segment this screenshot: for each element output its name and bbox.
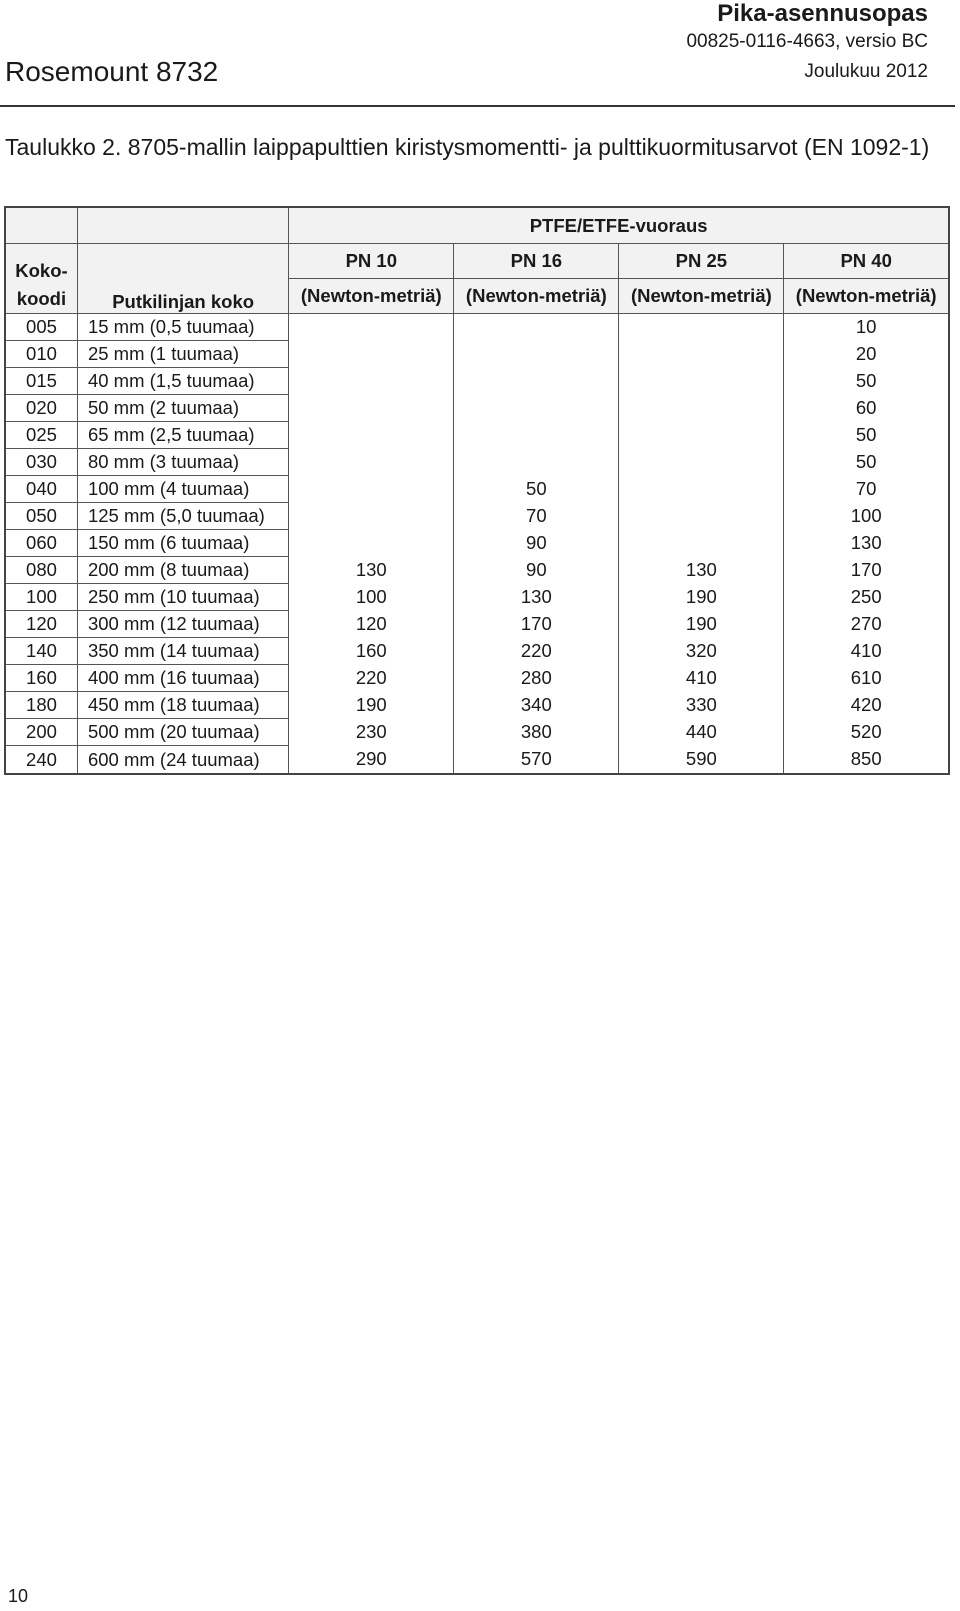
size-code-cell: 040 <box>5 476 77 503</box>
size-code-cell: 160 <box>5 665 77 692</box>
size-code-header-label: Koko-koodi <box>15 260 68 309</box>
pn10-torque-cell <box>289 449 454 476</box>
pn40-torque-cell: 250 <box>784 584 949 611</box>
pn16-unit: (Newton-metriä) <box>454 279 619 314</box>
line-size-cell: 350 mm (14 tuumaa) <box>77 638 288 665</box>
line-size-cell: 65 mm (2,5 tuumaa) <box>77 422 288 449</box>
pn10-torque-cell <box>289 476 454 503</box>
line-size-cell: 400 mm (16 tuumaa) <box>77 665 288 692</box>
pn40-unit: (Newton-metriä) <box>784 279 949 314</box>
pn40-torque-cell: 270 <box>784 611 949 638</box>
size-code-cell: 240 <box>5 746 77 775</box>
pn25-torque-cell: 190 <box>619 584 784 611</box>
document-date: Joulukuu 2012 <box>804 61 928 82</box>
pn16-torque-cell: 280 <box>454 665 619 692</box>
pn40-torque-cell: 410 <box>784 638 949 665</box>
page-number: 10 <box>8 1586 29 1606</box>
pn16-torque-cell: 90 <box>454 530 619 557</box>
header-divider <box>0 105 955 107</box>
pn25-torque-cell <box>619 449 784 476</box>
pn10-torque-cell <box>289 530 454 557</box>
pn10-torque-cell <box>289 503 454 530</box>
line-size-cell: 500 mm (20 tuumaa) <box>77 719 288 746</box>
pn25-torque-cell <box>619 503 784 530</box>
size-code-cell: 030 <box>5 449 77 476</box>
size-code-cell: 015 <box>5 368 77 395</box>
size-code-cell: 140 <box>5 638 77 665</box>
line-size-cell: 40 mm (1,5 tuumaa) <box>77 368 288 395</box>
pn25-torque-cell: 330 <box>619 692 784 719</box>
pn10-header: PN 10 <box>289 244 454 279</box>
line-size-cell: 15 mm (0,5 tuumaa) <box>77 314 288 341</box>
pn40-torque-cell: 100 <box>784 503 949 530</box>
pn40-torque-cell: 170 <box>784 557 949 584</box>
pn16-torque-cell <box>454 422 619 449</box>
size-code-cell: 020 <box>5 395 77 422</box>
table-row <box>5 314 949 341</box>
pn16-header: PN 16 <box>454 244 619 279</box>
pn10-torque-cell: 100 <box>289 584 454 611</box>
table-row <box>5 584 949 611</box>
pn25-torque-cell <box>619 395 784 422</box>
pn16-torque-cell: 380 <box>454 719 619 746</box>
pn25-header: PN 25 <box>619 244 784 279</box>
pn40-torque-cell: 50 <box>784 422 949 449</box>
pn16-torque-cell <box>454 395 619 422</box>
table-row <box>5 611 949 638</box>
pn10-torque-cell <box>289 341 454 368</box>
table-row <box>5 341 949 368</box>
table-row <box>5 422 949 449</box>
pn40-torque-cell: 610 <box>784 665 949 692</box>
pn10-torque-cell: 160 <box>289 638 454 665</box>
table-row <box>5 395 949 422</box>
product-name: Rosemount 8732 <box>5 56 219 87</box>
pn10-torque-cell: 290 <box>289 746 454 775</box>
line-size-cell: 25 mm (1 tuumaa) <box>77 341 288 368</box>
line-size-cell: 200 mm (8 tuumaa) <box>77 557 288 584</box>
pn40-torque-cell: 50 <box>784 449 949 476</box>
pn10-torque-cell: 220 <box>289 665 454 692</box>
table-row <box>5 692 949 719</box>
pn40-torque-cell: 50 <box>784 368 949 395</box>
pn25-torque-cell: 130 <box>619 557 784 584</box>
pn10-torque-cell <box>289 422 454 449</box>
line-size-cell: 250 mm (10 tuumaa) <box>77 584 288 611</box>
table-row <box>5 368 949 395</box>
size-code-cell: 025 <box>5 422 77 449</box>
document-title: Pika-asennusopas <box>717 0 928 27</box>
pn40-torque-cell: 850 <box>784 746 949 775</box>
table-row <box>5 746 949 775</box>
size-code-cell: 200 <box>5 719 77 746</box>
pn16-torque-cell: 130 <box>454 584 619 611</box>
line-size-cell: 600 mm (24 tuumaa) <box>77 746 288 775</box>
table-row <box>5 719 949 746</box>
size-code-cell: 005 <box>5 314 77 341</box>
line-size-cell: 150 mm (6 tuumaa) <box>77 530 288 557</box>
document-id: 00825-0116-4663, versio BC <box>686 31 928 52</box>
pn40-torque-cell: 520 <box>784 719 949 746</box>
size-code-cell: 080 <box>5 557 77 584</box>
torque-table <box>4 206 950 775</box>
size-code-cell: 050 <box>5 503 77 530</box>
pn40-torque-cell: 420 <box>784 692 949 719</box>
size-code-header <box>5 244 77 314</box>
pn40-torque-cell: 60 <box>784 395 949 422</box>
table-row <box>5 530 949 557</box>
pn16-torque-cell: 50 <box>454 476 619 503</box>
line-size-header: Putkilinjan koko <box>77 244 288 314</box>
table-row <box>5 557 949 584</box>
header-blank-code <box>5 207 77 244</box>
pn10-torque-cell <box>289 368 454 395</box>
size-code-cell: 100 <box>5 584 77 611</box>
pn25-torque-cell <box>619 368 784 395</box>
pn16-torque-cell <box>454 341 619 368</box>
pn25-torque-cell <box>619 341 784 368</box>
table-row <box>5 665 949 692</box>
pn16-torque-cell <box>454 449 619 476</box>
pn40-header: PN 40 <box>784 244 949 279</box>
pn40-torque-cell: 70 <box>784 476 949 503</box>
table-row <box>5 638 949 665</box>
pn16-torque-cell <box>454 314 619 341</box>
table-row <box>5 449 949 476</box>
pn25-torque-cell <box>619 314 784 341</box>
lining-group-header: PTFE/ETFE-vuoraus <box>289 207 949 244</box>
pn25-torque-cell: 320 <box>619 638 784 665</box>
size-code-cell: 120 <box>5 611 77 638</box>
pn40-torque-cell: 10 <box>784 314 949 341</box>
pn10-torque-cell: 120 <box>289 611 454 638</box>
pn10-torque-cell: 190 <box>289 692 454 719</box>
pn16-torque-cell: 570 <box>454 746 619 775</box>
header-blank-size <box>77 207 288 244</box>
pn16-torque-cell: 170 <box>454 611 619 638</box>
pn40-torque-cell: 130 <box>784 530 949 557</box>
pn25-torque-cell: 590 <box>619 746 784 775</box>
table-body <box>5 314 949 775</box>
pn25-torque-cell: 190 <box>619 611 784 638</box>
pn16-torque-cell: 340 <box>454 692 619 719</box>
pn25-torque-cell <box>619 476 784 503</box>
pn16-torque-cell: 90 <box>454 557 619 584</box>
table-row <box>5 503 949 530</box>
pn25-torque-cell: 440 <box>619 719 784 746</box>
pn10-torque-cell: 130 <box>289 557 454 584</box>
line-size-cell: 80 mm (3 tuumaa) <box>77 449 288 476</box>
pn10-torque-cell <box>289 395 454 422</box>
table-row <box>5 476 949 503</box>
line-size-cell: 125 mm (5,0 tuumaa) <box>77 503 288 530</box>
line-size-cell: 100 mm (4 tuumaa) <box>77 476 288 503</box>
table-caption: Taulukko 2. 8705-mallin laippapulttien kiristysmomentti- ja pulttikuormitusarvot (EN 1092-1) <box>5 134 930 160</box>
pn25-torque-cell <box>619 530 784 557</box>
line-size-cell: 50 mm (2 tuumaa) <box>77 395 288 422</box>
pn25-unit: (Newton-metriä) <box>619 279 784 314</box>
pn40-torque-cell: 20 <box>784 341 949 368</box>
size-code-cell: 060 <box>5 530 77 557</box>
line-size-cell: 300 mm (12 tuumaa) <box>77 611 288 638</box>
pn16-torque-cell: 220 <box>454 638 619 665</box>
pn10-torque-cell <box>289 314 454 341</box>
size-code-cell: 180 <box>5 692 77 719</box>
pn10-unit: (Newton-metriä) <box>289 279 454 314</box>
pn16-torque-cell <box>454 368 619 395</box>
line-size-cell: 450 mm (18 tuumaa) <box>77 692 288 719</box>
size-code-cell: 010 <box>5 341 77 368</box>
pn10-torque-cell: 230 <box>289 719 454 746</box>
pn16-torque-cell: 70 <box>454 503 619 530</box>
pn25-torque-cell <box>619 422 784 449</box>
pn25-torque-cell: 410 <box>619 665 784 692</box>
